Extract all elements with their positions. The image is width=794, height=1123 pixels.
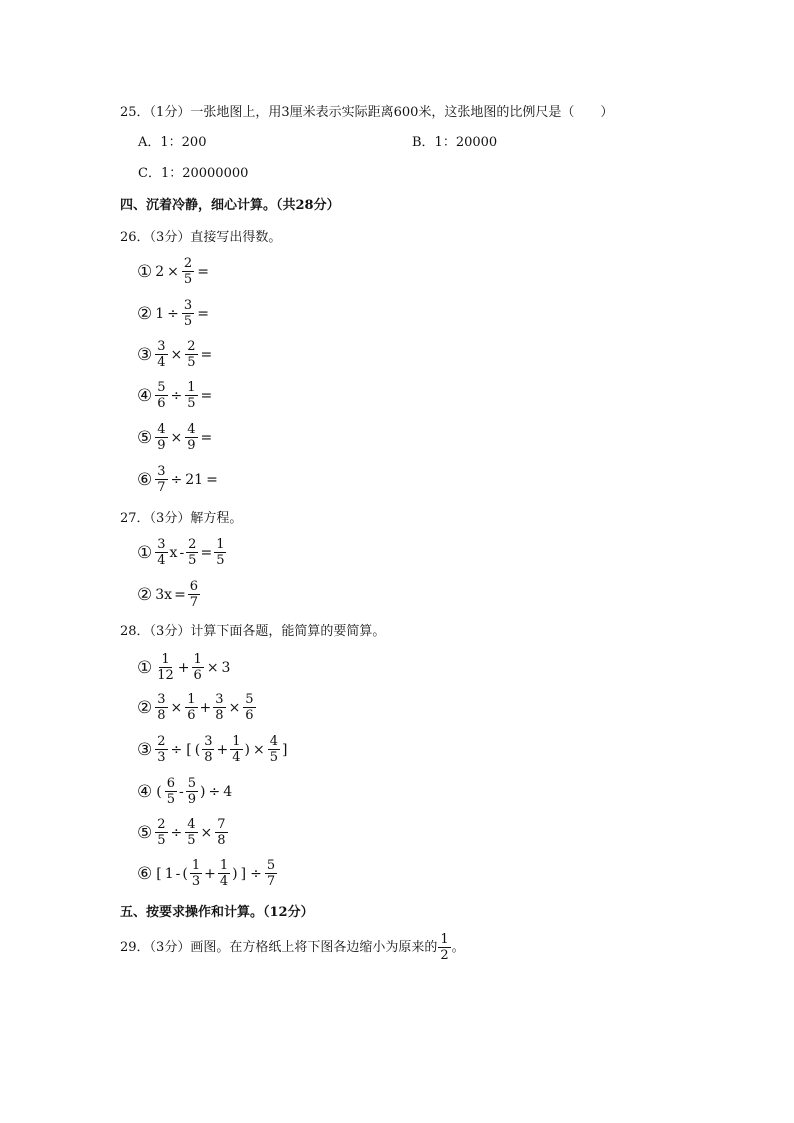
numerator: 3	[204, 734, 213, 749]
q27-stem: 27．（3分）解方程。	[120, 511, 243, 526]
q25-option-a: A．1：200	[138, 135, 207, 150]
denominator: 6	[193, 668, 202, 683]
numerator: 3	[183, 298, 193, 313]
fraction	[185, 339, 197, 370]
fraction	[186, 537, 198, 568]
q27-equation-2	[137, 579, 201, 610]
minus-sign: -	[179, 544, 185, 561]
minus-sign: -	[179, 783, 184, 800]
q25-option-b: B．1：20000	[412, 135, 498, 150]
denominator: 7	[189, 595, 199, 610]
integer: 1	[164, 865, 174, 882]
left-paren: (	[194, 741, 201, 758]
denominator: 4	[232, 750, 241, 765]
denominator: 5	[183, 272, 193, 287]
q26-item-1	[137, 256, 211, 287]
numerator: 1	[161, 652, 170, 667]
marker-1: ①	[137, 657, 153, 678]
right-paren: )	[244, 741, 250, 758]
numerator: 3	[157, 537, 166, 552]
q26-item-5	[137, 422, 214, 453]
q26-stem: 26．（3分）直接写出得数。	[120, 230, 282, 245]
fraction	[185, 422, 197, 453]
fraction	[155, 537, 167, 568]
fraction	[155, 422, 167, 453]
fraction	[155, 817, 167, 848]
denominator: 5	[187, 833, 196, 848]
denominator: 5	[187, 396, 196, 411]
denominator: 5	[188, 553, 197, 568]
denominator: 3	[157, 750, 166, 765]
numerator: 1	[219, 858, 229, 873]
fraction	[192, 652, 204, 683]
marker-3: ③	[137, 344, 153, 365]
numerator: 1	[191, 858, 201, 873]
fraction	[155, 692, 167, 723]
denominator: 8	[217, 833, 226, 848]
right-bracket: ]	[281, 741, 288, 758]
lhs: 3x	[155, 586, 173, 603]
divide-sign: ÷	[170, 387, 183, 404]
q25-option-c: C．1：20000000	[138, 166, 249, 181]
variable-x: x	[169, 544, 178, 561]
fraction	[265, 858, 277, 889]
plus-sign: +	[216, 741, 229, 758]
left-bracket: [	[186, 741, 192, 758]
fraction	[185, 380, 197, 411]
fraction	[182, 298, 194, 329]
marker-3: ③	[137, 739, 153, 760]
integer: 1	[155, 305, 165, 322]
q25-stem: 25．（1分）一张地图上，用3厘米表示实际距离600米，这张地图的比例尺是（ ）	[120, 105, 614, 120]
denominator: 7	[157, 480, 166, 495]
denominator: 4	[219, 874, 229, 889]
numerator: 2	[183, 256, 193, 271]
marker-6: ⑥	[137, 469, 153, 490]
section-4-title: 四、沉着冷静，细心计算。（共28分）	[120, 198, 340, 213]
right-paren: )	[200, 783, 206, 800]
integer: 21	[185, 471, 204, 488]
q26-item-6	[137, 464, 220, 495]
right-paren: )	[232, 865, 238, 882]
numerator: 5	[157, 380, 166, 395]
q28-expression-4	[137, 776, 233, 807]
marker-4: ④	[137, 385, 153, 406]
section-5-title: 五、按要求操作和计算。（12分）	[120, 905, 314, 920]
marker-2: ②	[137, 697, 153, 718]
denominator: 5	[216, 553, 225, 568]
denominator: 5	[269, 750, 278, 765]
integer: 2	[155, 263, 165, 280]
fraction	[268, 734, 280, 765]
numerator: 2	[157, 734, 166, 749]
times-sign: ×	[170, 429, 183, 446]
marker-1: ①	[137, 542, 153, 563]
fraction	[155, 464, 167, 495]
numerator: 3	[157, 339, 166, 354]
fraction	[155, 734, 167, 765]
denominator: 9	[157, 438, 166, 453]
fraction	[185, 817, 197, 848]
q27-equation-1	[137, 537, 227, 568]
denominator: 5	[187, 355, 196, 370]
times-sign: ×	[252, 741, 265, 758]
numerator: 5	[266, 858, 276, 873]
q26-item-3	[137, 339, 214, 370]
equals-sign: =	[200, 346, 213, 363]
marker-5: ⑤	[137, 822, 153, 843]
numerator: 3	[157, 464, 166, 479]
right-bracket: ]	[240, 865, 247, 882]
fraction	[230, 734, 242, 765]
integer: 4	[223, 783, 233, 800]
denominator: 8	[204, 750, 213, 765]
denominator: 6	[187, 708, 196, 723]
minus-sign: -	[175, 865, 181, 882]
numerator: 1	[440, 932, 449, 947]
fraction	[190, 858, 202, 889]
fraction	[165, 776, 177, 807]
times-sign: ×	[200, 824, 213, 841]
numerator: 2	[188, 537, 197, 552]
denominator: 9	[187, 438, 196, 453]
denominator: 12	[157, 668, 174, 683]
times-sign: ×	[206, 659, 219, 676]
denominator: 3	[191, 874, 201, 889]
denominator: 6	[157, 396, 166, 411]
numerator: 3	[157, 692, 166, 707]
fraction	[186, 776, 198, 807]
numerator: 7	[217, 817, 226, 832]
fraction	[155, 380, 167, 411]
numerator: 4	[269, 734, 278, 749]
numerator: 2	[187, 339, 196, 354]
denominator: 7	[266, 874, 276, 889]
numerator: 1	[232, 734, 241, 749]
q29-end: 。	[451, 939, 465, 955]
denominator: 9	[187, 792, 197, 807]
q29-stem	[120, 932, 465, 963]
numerator: 4	[187, 817, 196, 832]
fraction	[213, 692, 225, 723]
q28-expression-5	[137, 817, 229, 848]
fraction	[202, 734, 214, 765]
denominator: 2	[440, 948, 449, 963]
denominator: 4	[157, 355, 166, 370]
fraction	[218, 858, 230, 889]
numerator: 6	[189, 579, 199, 594]
left-paren: (	[156, 783, 162, 800]
q28-expression-1	[137, 652, 231, 683]
denominator: 4	[157, 553, 166, 568]
fraction	[185, 692, 197, 723]
equals-sign: =	[200, 429, 213, 446]
times-sign: ×	[228, 699, 241, 716]
denominator: 5	[183, 314, 193, 329]
fraction	[182, 256, 194, 287]
plus-sign: +	[204, 865, 216, 882]
marker-6: ⑥	[137, 863, 153, 884]
divide-sign: ÷	[208, 783, 221, 800]
fraction	[215, 817, 227, 848]
plus-sign: +	[177, 659, 190, 676]
numerator: 1	[187, 380, 196, 395]
numerator: 4	[187, 422, 196, 437]
times-sign: ×	[170, 346, 183, 363]
divide-sign: ÷	[170, 824, 183, 841]
denominator: 5	[157, 833, 166, 848]
equals-sign: =	[174, 586, 186, 603]
fraction	[155, 652, 176, 683]
numerator: 1	[187, 692, 196, 707]
numerator: 5	[187, 776, 197, 791]
numerator: 2	[157, 817, 166, 832]
numerator: 3	[215, 692, 224, 707]
q28-stem: 28．（3分）计算下面各题，能简算的要简算。	[120, 624, 386, 639]
equals-sign: =	[197, 263, 209, 280]
q26-item-4	[137, 380, 214, 411]
equals-sign: =	[200, 387, 213, 404]
left-paren: (	[182, 865, 188, 882]
fraction	[243, 692, 255, 723]
fraction	[155, 339, 167, 370]
marker-2: ②	[137, 584, 153, 605]
denominator: 6	[245, 708, 254, 723]
numerator: 6	[166, 776, 175, 791]
equals-sign: =	[200, 544, 213, 561]
q28-expression-6	[137, 858, 278, 889]
left-bracket: [	[156, 865, 162, 882]
times-sign: ×	[170, 699, 183, 716]
numerator: 5	[245, 692, 254, 707]
fraction	[438, 932, 450, 963]
fraction	[214, 537, 226, 568]
denominator: 8	[157, 708, 166, 723]
q28-expression-3	[137, 734, 288, 765]
q26-item-2	[137, 298, 211, 329]
integer: 3	[221, 659, 231, 676]
marker-2: ②	[137, 303, 153, 324]
equals-sign: =	[197, 305, 209, 322]
denominator: 5	[166, 792, 175, 807]
numerator: 4	[157, 422, 166, 437]
divide-sign: ÷	[167, 305, 179, 322]
divide-sign: ÷	[250, 865, 262, 882]
marker-4: ④	[137, 781, 153, 802]
equals-sign: =	[206, 471, 218, 488]
plus-sign: +	[199, 699, 212, 716]
times-sign: ×	[167, 263, 179, 280]
numerator: 1	[216, 537, 225, 552]
marker-1: ①	[137, 261, 153, 282]
q28-expression-2	[137, 692, 257, 723]
numerator: 1	[193, 652, 202, 667]
divide-sign: ÷	[170, 471, 183, 488]
q29-text: 29．（3分）画图。在方格纸上将下图各边缩小为原来的	[120, 939, 438, 955]
fraction	[188, 579, 200, 610]
denominator: 8	[215, 708, 224, 723]
divide-sign: ÷	[170, 741, 183, 758]
marker-5: ⑤	[137, 427, 153, 448]
